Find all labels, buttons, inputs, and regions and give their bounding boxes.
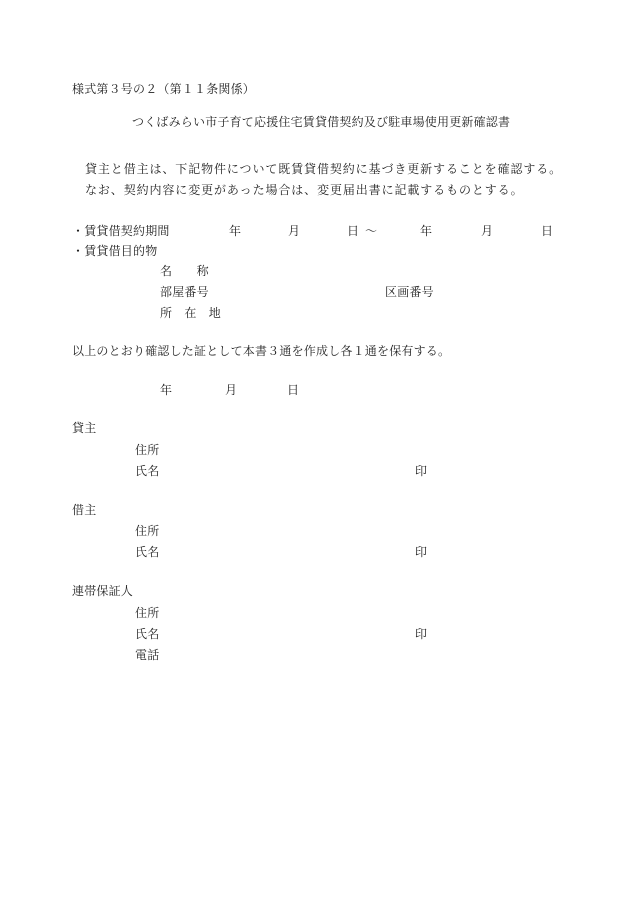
lease-period-label: ・賃貸借契約期間 — [72, 224, 170, 238]
intro-line-1: 貸主と借主は、下記物件について既賃貸借契約に基づき更新することを確認する。 — [85, 162, 563, 176]
document-title: つくばみらい市子育て応援住宅賃貸借契約及び駐車場使用更新確認書 — [132, 115, 511, 129]
lessor-heading: 貸主 — [72, 421, 97, 435]
closing-statement: 以上のとおり確認した証として本書３通を作成し各１通を保有する。 — [72, 344, 451, 358]
property-address-label: 所 在 地 — [160, 306, 222, 320]
period-start-month-label: 月 — [288, 224, 301, 238]
guarantor-heading: 連帯保証人 — [72, 584, 134, 598]
lessor-seal-mark: 印 — [415, 464, 428, 478]
intro-line-2: なお、契約内容に変更があった場合は、変更届出書に記載するものとする。 — [85, 183, 524, 197]
period-range-tilde: ～ — [365, 224, 378, 238]
lessee-name-label: 氏名 — [135, 545, 160, 559]
lessee-address-label: 住所 — [135, 524, 160, 538]
lessee-heading: 借主 — [72, 503, 97, 517]
guarantor-seal-mark: 印 — [415, 627, 428, 641]
date-month-label: 月 — [225, 383, 238, 397]
form-number: 様式第３号の２（第１１条関係） — [72, 82, 256, 96]
guarantor-address-label: 住所 — [135, 606, 160, 620]
period-end-day-label: 日 — [541, 224, 554, 238]
period-end-month-label: 月 — [481, 224, 494, 238]
lessor-address-label: 住所 — [135, 443, 160, 457]
lessee-seal-mark: 印 — [415, 545, 428, 559]
date-year-label: 年 — [160, 383, 173, 397]
guarantor-name-label: 氏名 — [135, 627, 160, 641]
period-end-year-label: 年 — [420, 224, 433, 238]
period-start-day-label: 日 — [347, 224, 360, 238]
block-number-label: 区画番号 — [385, 285, 434, 299]
date-day-label: 日 — [287, 383, 300, 397]
guarantor-phone-label: 電話 — [135, 648, 160, 662]
property-name-label: 名 称 — [160, 264, 209, 278]
lessor-name-label: 氏名 — [135, 464, 160, 478]
period-start-year-label: 年 — [229, 224, 242, 238]
room-number-label: 部屋番号 — [160, 285, 209, 299]
lease-object-label: ・賃貸借目的物 — [72, 244, 158, 258]
